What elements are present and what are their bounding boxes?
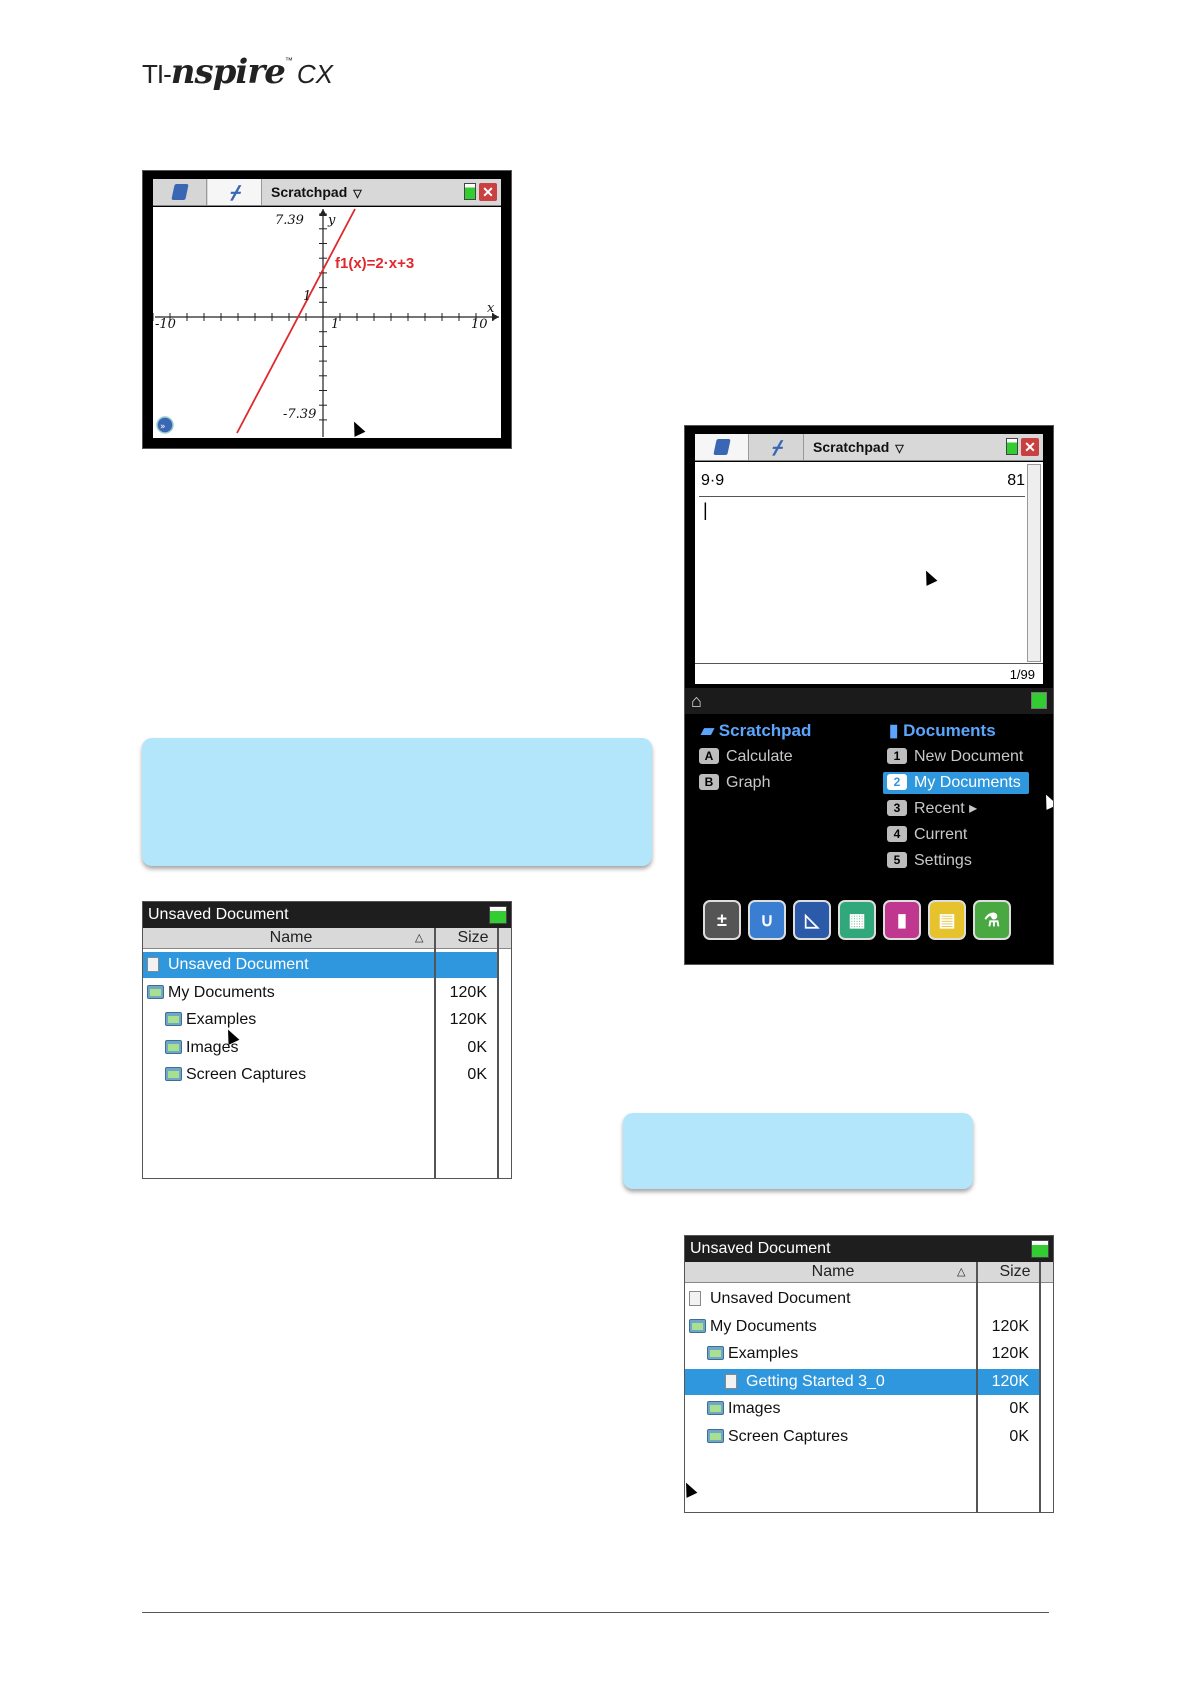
file-row[interactable] <box>685 1396 1041 1422</box>
entry-expression[interactable]: 9·9 <box>701 472 725 489</box>
documents-icon: ▮ <box>889 721 904 740</box>
chevron-down-icon: ▽ <box>353 188 362 200</box>
vernier-app-icon[interactable]: ⚗ <box>973 900 1011 940</box>
file-size: 120K <box>991 1317 1029 1335</box>
function-label[interactable]: f1(x)=2·x+3 <box>335 255 415 272</box>
folder-icon <box>165 1012 182 1026</box>
entry-result[interactable]: 81 <box>1007 472 1025 489</box>
y-axis-arrow <box>319 209 327 216</box>
folder-icon <box>165 1067 182 1081</box>
graph-screen <box>142 170 512 449</box>
file-row[interactable] <box>143 1035 499 1061</box>
x-axis-label: x <box>487 301 495 316</box>
battery-icon <box>1006 438 1018 455</box>
file-name: My Documents <box>168 983 275 1001</box>
file-size: 0K <box>467 1066 487 1083</box>
menu-item-calculate[interactable]: A Calculate <box>699 746 793 768</box>
menu-documents-heading[interactable]: ▮ Documents <box>889 721 996 740</box>
close-icon[interactable]: ✕ <box>1021 438 1039 456</box>
menu-item-current[interactable]: 4 Current <box>887 824 967 846</box>
menu-item-new-document[interactable]: 1 New Document <box>887 746 1023 768</box>
folder-icon <box>689 1319 706 1333</box>
data-stats-app-icon[interactable]: ▮ <box>883 900 921 940</box>
column-header <box>685 1262 1053 1283</box>
pointer-cursor-icon <box>1041 792 1054 810</box>
tab-calculator[interactable] <box>153 179 207 205</box>
scratchpad-title[interactable]: Scratchpad ▽ <box>271 184 362 200</box>
lists-app-icon[interactable]: ▦ <box>838 900 876 940</box>
file-row[interactable] <box>685 1314 1041 1340</box>
folder-icon <box>147 985 164 999</box>
file-size: 0K <box>1009 1400 1029 1417</box>
file-size: 120K <box>449 983 487 1001</box>
svg-text:»: » <box>160 422 166 432</box>
sort-up-icon[interactable]: △ <box>415 932 424 944</box>
file-row[interactable] <box>685 1369 1041 1395</box>
file-browser-1 <box>142 901 512 1179</box>
tab-graph[interactable] <box>750 434 804 460</box>
chevron-down-icon: ▽ <box>895 443 904 455</box>
file-row[interactable] <box>143 952 499 978</box>
document-icon <box>725 1374 737 1389</box>
status-bar <box>695 663 1043 684</box>
page-counter: 1/99 <box>1009 667 1035 682</box>
tab-graph[interactable] <box>208 179 262 205</box>
file-name: Screen Captures <box>186 1066 307 1083</box>
sort-up-icon[interactable]: △ <box>957 1266 966 1278</box>
footer-rule <box>142 1612 1049 1613</box>
browser-title: Unsaved Document <box>685 1236 1053 1262</box>
divider <box>699 496 1025 497</box>
calculator-home-screen <box>684 425 1054 965</box>
graph-icon: ᚋ <box>772 436 781 458</box>
graph-icon: ᚋ <box>230 181 239 203</box>
ti-nspire-cx-logo: TI-nspire™ CX <box>142 52 333 92</box>
file-row[interactable] <box>685 1341 1041 1367</box>
file-name: Getting Started 3_0 <box>746 1372 885 1390</box>
book-icon <box>171 184 188 200</box>
file-name: Images <box>186 1038 239 1056</box>
file-name: Examples <box>186 1011 257 1028</box>
graph-canvas <box>153 207 501 440</box>
file-size: 120K <box>449 1011 487 1028</box>
folder-icon <box>707 1401 724 1415</box>
app-icon-row <box>703 900 1011 940</box>
menu-item-graph[interactable]: B Graph <box>699 772 770 794</box>
menu-scratchpad-heading[interactable]: ▰ Scratchpad <box>701 721 812 740</box>
battery-icon <box>489 906 507 924</box>
column-divider <box>1039 1262 1041 1512</box>
book-icon <box>713 439 730 455</box>
document-icon <box>689 1291 701 1306</box>
battery-icon <box>1031 1240 1049 1258</box>
column-divider <box>434 928 436 1178</box>
graph-area[interactable] <box>153 207 501 438</box>
column-divider <box>976 1262 978 1512</box>
y-max-label: 7.39 <box>275 213 304 228</box>
entry-line-cursor[interactable]: | <box>703 500 708 520</box>
file-name: Screen Captures <box>728 1427 849 1445</box>
x-min-label: -10 <box>155 317 176 332</box>
scratchpad-title[interactable]: Scratchpad ▽ <box>813 439 904 455</box>
file-browser-2 <box>684 1235 1054 1513</box>
menu-item-settings[interactable]: 5 Settings <box>887 850 972 872</box>
callout-box <box>142 738 652 866</box>
close-icon[interactable]: ✕ <box>479 183 497 201</box>
y-axis-label: y <box>328 213 336 228</box>
column-divider <box>497 928 499 1178</box>
file-name: Unsaved Document <box>168 956 309 973</box>
pointer-cursor-icon <box>921 568 938 586</box>
size-column-header[interactable]: Size <box>457 929 489 946</box>
folder-icon <box>165 1040 182 1054</box>
graphs-app-icon[interactable]: ∪ <box>748 900 786 940</box>
file-row[interactable] <box>143 1062 499 1088</box>
file-name: Examples <box>728 1345 799 1362</box>
tab-bar <box>695 434 1043 461</box>
pointer-cursor-icon <box>684 1480 697 1498</box>
geometry-app-icon[interactable]: ◺ <box>793 900 831 940</box>
y-tick-label: 1 <box>303 289 312 304</box>
scratchpad-icon: ▰ <box>701 721 719 740</box>
file-name: My Documents <box>710 1317 817 1335</box>
battery-icon <box>1031 692 1047 709</box>
name-column-header[interactable]: Name <box>269 929 313 946</box>
file-size: 120K <box>991 1345 1029 1362</box>
home-bar <box>685 688 1053 714</box>
x-tick-label: 1 <box>331 317 340 332</box>
scrollbar[interactable] <box>1027 464 1041 662</box>
file-size: 120K <box>991 1372 1029 1390</box>
calculator-history[interactable] <box>695 462 1043 684</box>
file-row[interactable] <box>143 980 499 1006</box>
notes-app-icon[interactable]: ▤ <box>928 900 966 940</box>
battery-icon <box>464 183 476 200</box>
calculator-app-icon[interactable]: ± <box>703 900 741 940</box>
file-row[interactable] <box>685 1424 1041 1450</box>
home-icon[interactable]: ⌂ <box>691 691 702 711</box>
file-size: 0K <box>467 1038 487 1056</box>
size-column-header[interactable]: Size <box>999 1263 1031 1280</box>
home-menu <box>685 714 1053 964</box>
menu-item-my-documents[interactable]: 2 My Documents <box>883 772 1029 794</box>
document-icon <box>147 957 159 972</box>
column-header <box>143 928 511 949</box>
tab-bar <box>153 179 501 206</box>
browser-title: Unsaved Document <box>143 902 511 928</box>
folder-icon <box>707 1429 724 1443</box>
file-size: 0K <box>1009 1427 1029 1445</box>
name-column-header[interactable]: Name <box>811 1263 855 1280</box>
file-name: Unsaved Document <box>710 1290 851 1307</box>
x-max-label: 10 <box>471 317 488 332</box>
menu-item-recent[interactable]: 3 Recent ▸ <box>887 798 977 820</box>
callout-box <box>623 1113 973 1189</box>
y-min-label: -7.39 <box>283 407 317 422</box>
file-name: Images <box>728 1400 781 1417</box>
tab-calculator[interactable] <box>695 434 749 460</box>
file-row[interactable] <box>143 1007 499 1033</box>
folder-icon <box>707 1346 724 1360</box>
file-row[interactable] <box>685 1286 1041 1312</box>
